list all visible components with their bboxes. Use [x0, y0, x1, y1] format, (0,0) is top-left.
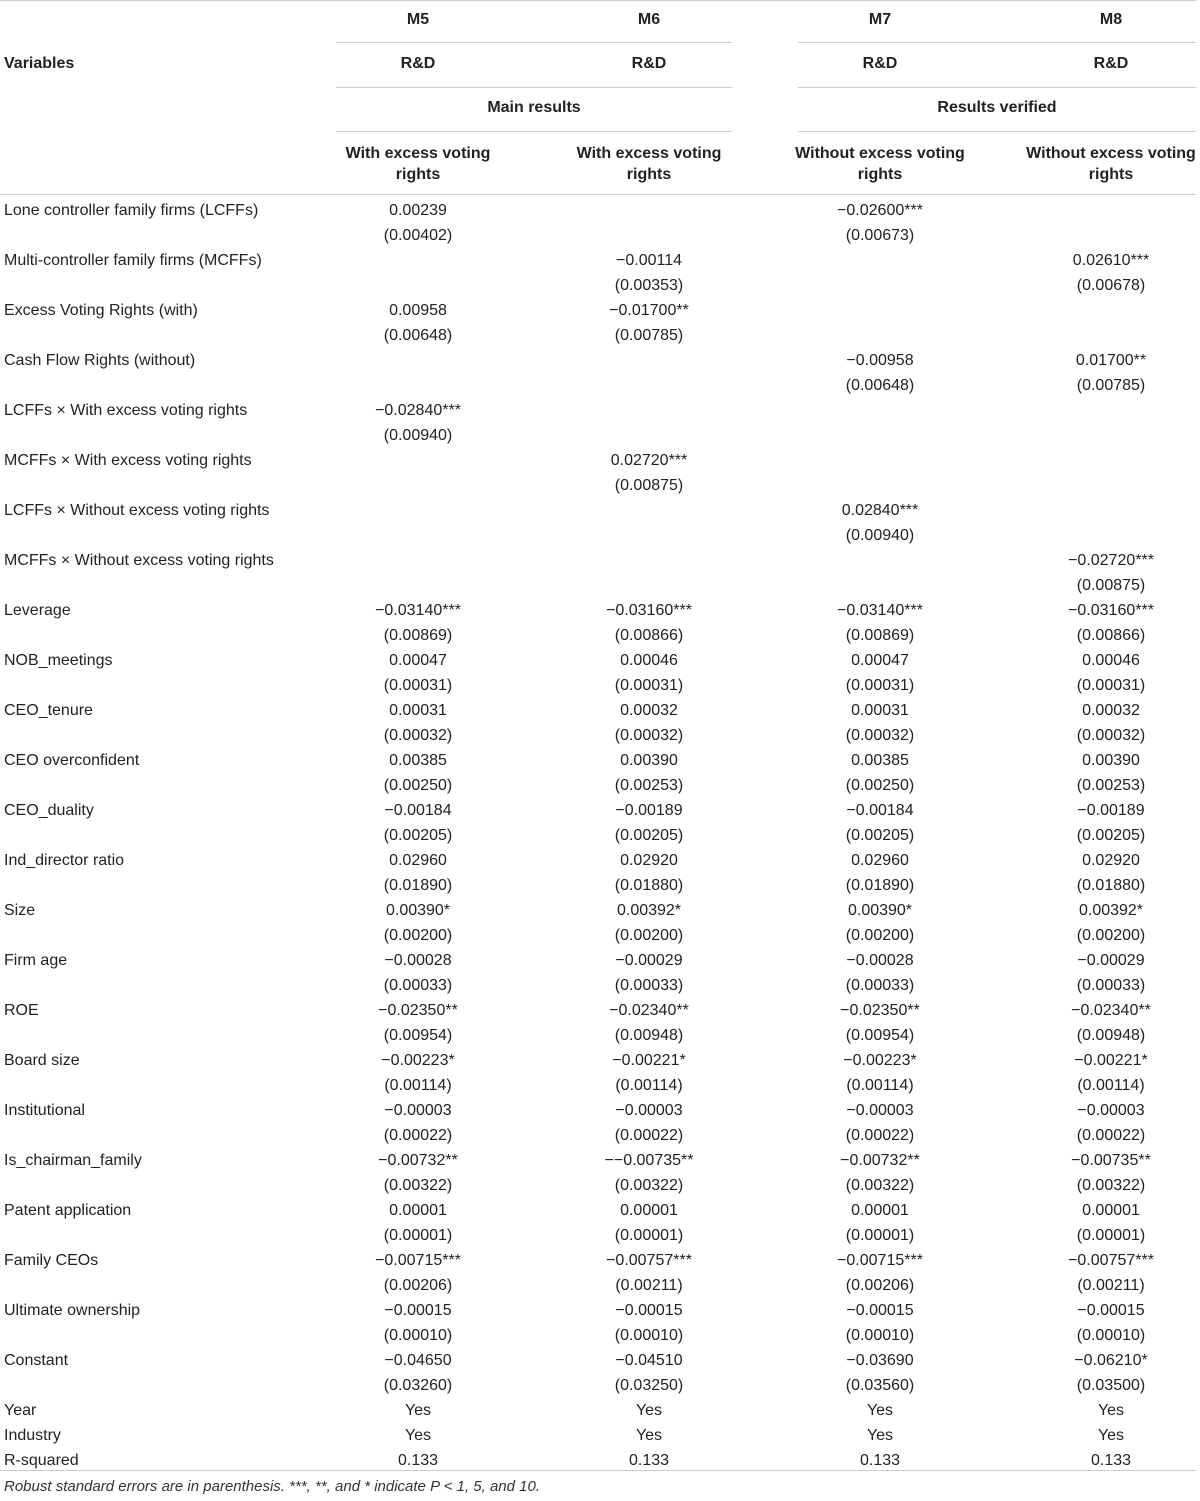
se-cell: (0.00206)	[383, 1277, 453, 1294]
group-results-verified: Results verified	[937, 99, 1057, 116]
se-cell: (0.00010)	[614, 1327, 684, 1344]
se-cell: (0.00869)	[845, 627, 915, 644]
se-cell: (0.01890)	[845, 877, 915, 894]
coef-cell: −0.02840***	[375, 402, 461, 419]
row-label: MCFFs × Without excess voting rights	[4, 552, 274, 569]
rule-line	[798, 42, 1196, 43]
coef-cell: 0.02720***	[610, 452, 688, 469]
subhead-m7: Without excess voting rights	[795, 145, 965, 183]
subhead-m5: With excess voting rights	[345, 145, 491, 183]
row-label: ROE	[4, 1002, 39, 1019]
model-m8-header: M8	[1099, 11, 1123, 28]
coef-cell: −0.00189	[615, 802, 683, 819]
se-cell: (0.00205)	[383, 827, 453, 844]
coef-cell: 0.00385	[851, 752, 909, 769]
coef-cell: −0.02600***	[837, 202, 923, 219]
coef-cell: −0.00015	[615, 1302, 683, 1319]
se-cell: (0.00032)	[1076, 727, 1146, 744]
se-cell: (0.00114)	[615, 1077, 683, 1094]
se-cell: (0.00200)	[845, 927, 915, 944]
row-label: Ind_director ratio	[4, 852, 125, 869]
se-cell: (0.00875)	[614, 477, 684, 494]
row-label: CEO_tenure	[4, 702, 93, 719]
coef-cell: 0.00032	[620, 702, 678, 719]
row-label: Patent application	[4, 1202, 132, 1219]
fixed-effect-cell: Yes	[866, 1427, 894, 1444]
se-cell: (0.00031)	[845, 677, 915, 694]
se-cell: (0.00205)	[1076, 827, 1146, 844]
coef-cell: 0.00046	[620, 652, 678, 669]
coef-cell: −0.02350**	[378, 1002, 458, 1019]
rule-line	[336, 42, 732, 43]
se-cell: (0.00322)	[383, 1177, 453, 1194]
model-m6-header: M6	[637, 11, 661, 28]
coef-cell: −0.00223*	[843, 1052, 917, 1069]
se-cell: (0.00033)	[1076, 977, 1146, 994]
coef-cell: −0.00003	[1077, 1102, 1145, 1119]
coef-cell: −0.02340**	[1071, 1002, 1151, 1019]
coef-cell: 0.00001	[620, 1202, 678, 1219]
dep-var-header-m8: R&D	[1093, 55, 1129, 72]
coef-cell: −0.03690	[846, 1352, 914, 1369]
se-cell: (0.03500)	[1076, 1377, 1146, 1394]
se-cell: (0.00114)	[384, 1077, 452, 1094]
coef-cell: 0.00239	[389, 202, 447, 219]
row-label: LCFFs × Without excess voting rights	[4, 502, 270, 519]
footnote: Robust standard errors are in parenthesis. ***, **, and * indicate P < 1, 5, and 10.	[4, 1478, 541, 1495]
se-cell: (0.00875)	[1076, 577, 1146, 594]
se-cell: (0.00322)	[614, 1177, 684, 1194]
coef-cell: −0.02350**	[840, 1002, 920, 1019]
coef-cell: −0.00015	[1077, 1302, 1145, 1319]
se-cell: (0.00322)	[845, 1177, 915, 1194]
se-cell: (0.00010)	[383, 1327, 453, 1344]
se-cell: (0.03250)	[614, 1377, 684, 1394]
se-cell: (0.00785)	[614, 327, 684, 344]
coef-cell: −0.00732**	[378, 1152, 458, 1169]
rule-line	[798, 87, 1196, 88]
coef-cell: −0.06210*	[1074, 1352, 1148, 1369]
coef-cell: 0.00390	[1082, 752, 1140, 769]
coef-cell: 0.00047	[851, 652, 909, 669]
se-cell: (0.00033)	[383, 977, 453, 994]
se-cell: (0.00031)	[383, 677, 453, 694]
coef-cell: −0.03160***	[606, 602, 692, 619]
coef-cell: −0.00221*	[1074, 1052, 1148, 1069]
se-cell: (0.00001)	[614, 1227, 684, 1244]
row-label: R-squared	[4, 1452, 79, 1469]
row-label: Multi-controller family firms (MCFFs)	[4, 252, 262, 269]
row-label: Constant	[4, 1352, 69, 1369]
dep-var-header-m6: R&D	[631, 55, 667, 72]
se-cell: (0.00205)	[614, 827, 684, 844]
row-label: Industry	[4, 1427, 61, 1444]
se-cell: (0.00954)	[845, 1027, 915, 1044]
coef-cell: −0.00223*	[381, 1052, 455, 1069]
se-cell: (0.00648)	[845, 377, 915, 394]
coef-cell: −0.03140***	[375, 602, 461, 619]
coef-cell: 0.01700**	[1075, 352, 1147, 369]
subhead-m8: Without excess voting rights	[1026, 145, 1196, 183]
se-cell: (0.00250)	[383, 777, 453, 794]
coef-cell: 0.02960	[851, 852, 909, 869]
coef-cell: −0.00715***	[837, 1252, 923, 1269]
coef-cell: −0.00221*	[612, 1052, 686, 1069]
se-cell: (0.00678)	[1076, 277, 1146, 294]
coef-cell: 0.02920	[1082, 852, 1140, 869]
coef-cell: 0.00958	[389, 302, 447, 319]
row-label: Firm age	[4, 952, 68, 969]
rule-line	[798, 131, 1196, 132]
se-cell: (0.00785)	[1076, 377, 1146, 394]
coef-cell: 0.00390*	[847, 902, 913, 919]
fixed-effect-cell: Yes	[404, 1402, 432, 1419]
row-label: Excess Voting Rights (with)	[4, 302, 198, 319]
row-label: Is_chairman_family	[4, 1152, 142, 1169]
coef-cell: −0.00029	[615, 952, 683, 969]
coef-cell: 0.00031	[851, 702, 909, 719]
se-cell: (0.00206)	[845, 1277, 915, 1294]
coef-cell: 0.00046	[1082, 652, 1140, 669]
se-cell: (0.03260)	[383, 1377, 453, 1394]
subhead-m6: With excess voting rights	[576, 145, 722, 183]
se-cell: (0.00010)	[845, 1327, 915, 1344]
se-cell: (0.00114)	[846, 1077, 914, 1094]
se-cell: (0.00253)	[614, 777, 684, 794]
se-cell: (0.00033)	[845, 977, 915, 994]
coef-cell: −0.00029	[1077, 952, 1145, 969]
se-cell: (0.00211)	[615, 1277, 683, 1294]
se-cell: (0.00001)	[383, 1227, 453, 1244]
coef-cell: −0.00028	[846, 952, 914, 969]
coef-cell: 0.00390	[620, 752, 678, 769]
se-cell: (0.00673)	[845, 227, 915, 244]
se-cell: (0.00001)	[845, 1227, 915, 1244]
coef-cell: 0.00392*	[1078, 902, 1144, 919]
row-label: Lone controller family firms (LCFFs)	[4, 202, 259, 219]
se-cell: (0.00200)	[614, 927, 684, 944]
coef-cell: 0.02920	[620, 852, 678, 869]
coef-cell: −0.00003	[615, 1102, 683, 1119]
se-cell: (0.00032)	[383, 727, 453, 744]
se-cell: (0.00033)	[614, 977, 684, 994]
coef-cell: −0.00003	[846, 1102, 914, 1119]
se-cell: (0.00402)	[383, 227, 453, 244]
fixed-effect-cell: Yes	[635, 1402, 663, 1419]
rule-line	[336, 87, 732, 88]
coef-cell: 0.00385	[389, 752, 447, 769]
coef-cell: −0.04510	[615, 1352, 683, 1369]
coef-cell: −0.03140***	[837, 602, 923, 619]
coef-cell: −0.00189	[1077, 802, 1145, 819]
coef-cell: 0.00001	[1082, 1202, 1140, 1219]
se-cell: (0.00200)	[383, 927, 453, 944]
coef-cell: −−0.00735**	[604, 1152, 694, 1169]
fixed-effect-cell: Yes	[635, 1427, 663, 1444]
fixed-effect-cell: Yes	[404, 1427, 432, 1444]
coef-cell: −0.00735**	[1071, 1152, 1151, 1169]
coef-cell: −0.00114	[616, 252, 682, 269]
fixed-effect-cell: Yes	[1097, 1427, 1125, 1444]
row-label: Family CEOs	[4, 1252, 99, 1269]
se-cell: (0.00940)	[383, 427, 453, 444]
se-cell: (0.03560)	[845, 1377, 915, 1394]
row-label: LCFFs × With excess voting rights	[4, 402, 248, 419]
group-main-results: Main results	[487, 99, 581, 116]
se-cell: (0.00866)	[1076, 627, 1146, 644]
coef-cell: −0.03160***	[1068, 602, 1154, 619]
coef-cell: 0.02610***	[1072, 252, 1150, 269]
se-cell: (0.00940)	[845, 527, 915, 544]
se-cell: (0.00250)	[845, 777, 915, 794]
coef-cell: −0.00028	[384, 952, 452, 969]
coef-cell: 0.00390*	[385, 902, 451, 919]
se-cell: (0.00032)	[845, 727, 915, 744]
coef-cell: 0.00031	[389, 702, 447, 719]
row-label: Size	[4, 902, 36, 919]
coef-cell: −0.00732**	[840, 1152, 920, 1169]
se-cell: (0.00022)	[383, 1127, 453, 1144]
coef-cell: 0.00047	[389, 652, 447, 669]
coef-cell: −0.00715***	[375, 1252, 461, 1269]
row-label: CEO overconfident	[4, 752, 140, 769]
rule-line	[0, 194, 1196, 195]
se-cell: (0.00031)	[1076, 677, 1146, 694]
model-m7-header: M7	[868, 11, 892, 28]
coef-cell: −0.00003	[384, 1102, 452, 1119]
se-cell: (0.00948)	[614, 1027, 684, 1044]
row-label: CEO_duality	[4, 802, 94, 819]
se-cell: (0.00114)	[1077, 1077, 1145, 1094]
fixed-effect-cell: 0.133	[628, 1452, 670, 1469]
model-m5-header: M5	[406, 11, 430, 28]
fixed-effect-cell: Yes	[866, 1402, 894, 1419]
row-label: Board size	[4, 1052, 80, 1069]
coef-cell: −0.00958	[846, 352, 914, 369]
se-cell: (0.00200)	[1076, 927, 1146, 944]
coef-cell: 0.00001	[851, 1202, 909, 1219]
coef-cell: 0.00001	[389, 1202, 447, 1219]
se-cell: (0.00010)	[1076, 1327, 1146, 1344]
coef-cell: 0.02840***	[841, 502, 919, 519]
coef-cell: 0.00032	[1082, 702, 1140, 719]
fixed-effect-cell: 0.133	[859, 1452, 901, 1469]
coef-cell: −0.00184	[846, 802, 914, 819]
coef-cell: 0.02960	[389, 852, 447, 869]
rule-line	[0, 0, 1196, 1]
coef-cell: −0.00757***	[1068, 1252, 1154, 1269]
coef-cell: 0.00392*	[616, 902, 682, 919]
coef-cell: −0.01700**	[609, 302, 689, 319]
row-label: MCFFs × With excess voting rights	[4, 452, 252, 469]
row-label: NOB_meetings	[4, 652, 113, 669]
row-label: Ultimate ownership	[4, 1302, 141, 1319]
se-cell: (0.00948)	[1076, 1027, 1146, 1044]
dep-var-header-m5: R&D	[400, 55, 436, 72]
se-cell: (0.00022)	[845, 1127, 915, 1144]
row-label: Institutional	[4, 1102, 85, 1119]
se-cell: (0.00001)	[1076, 1227, 1146, 1244]
row-label: Year	[4, 1402, 37, 1419]
se-cell: (0.00353)	[614, 277, 684, 294]
se-cell: (0.00205)	[845, 827, 915, 844]
se-cell: (0.00954)	[383, 1027, 453, 1044]
fixed-effect-cell: 0.133	[397, 1452, 439, 1469]
row-label: Cash Flow Rights (without)	[4, 352, 196, 369]
se-cell: (0.00031)	[614, 677, 684, 694]
coef-cell: −0.04650	[384, 1352, 452, 1369]
variables-header: Variables	[4, 55, 75, 72]
se-cell: (0.01890)	[383, 877, 453, 894]
coef-cell: −0.02340**	[609, 1002, 689, 1019]
se-cell: (0.00032)	[614, 727, 684, 744]
se-cell: (0.00022)	[614, 1127, 684, 1144]
se-cell: (0.00869)	[383, 627, 453, 644]
dep-var-header-m7: R&D	[862, 55, 898, 72]
se-cell: (0.00322)	[1076, 1177, 1146, 1194]
row-label: Leverage	[4, 602, 71, 619]
se-cell: (0.00866)	[614, 627, 684, 644]
coef-cell: −0.02720***	[1068, 552, 1154, 569]
coef-cell: −0.00184	[384, 802, 452, 819]
coef-cell: −0.00015	[846, 1302, 914, 1319]
se-cell: (0.00648)	[383, 327, 453, 344]
fixed-effect-cell: 0.133	[1090, 1452, 1132, 1469]
se-cell: (0.01880)	[1076, 877, 1146, 894]
se-cell: (0.01880)	[614, 877, 684, 894]
se-cell: (0.00022)	[1076, 1127, 1146, 1144]
rule-line	[336, 131, 732, 132]
fixed-effect-cell: Yes	[1097, 1402, 1125, 1419]
se-cell: (0.00211)	[1077, 1277, 1145, 1294]
coef-cell: −0.00757***	[606, 1252, 692, 1269]
coef-cell: −0.00015	[384, 1302, 452, 1319]
se-cell: (0.00253)	[1076, 777, 1146, 794]
